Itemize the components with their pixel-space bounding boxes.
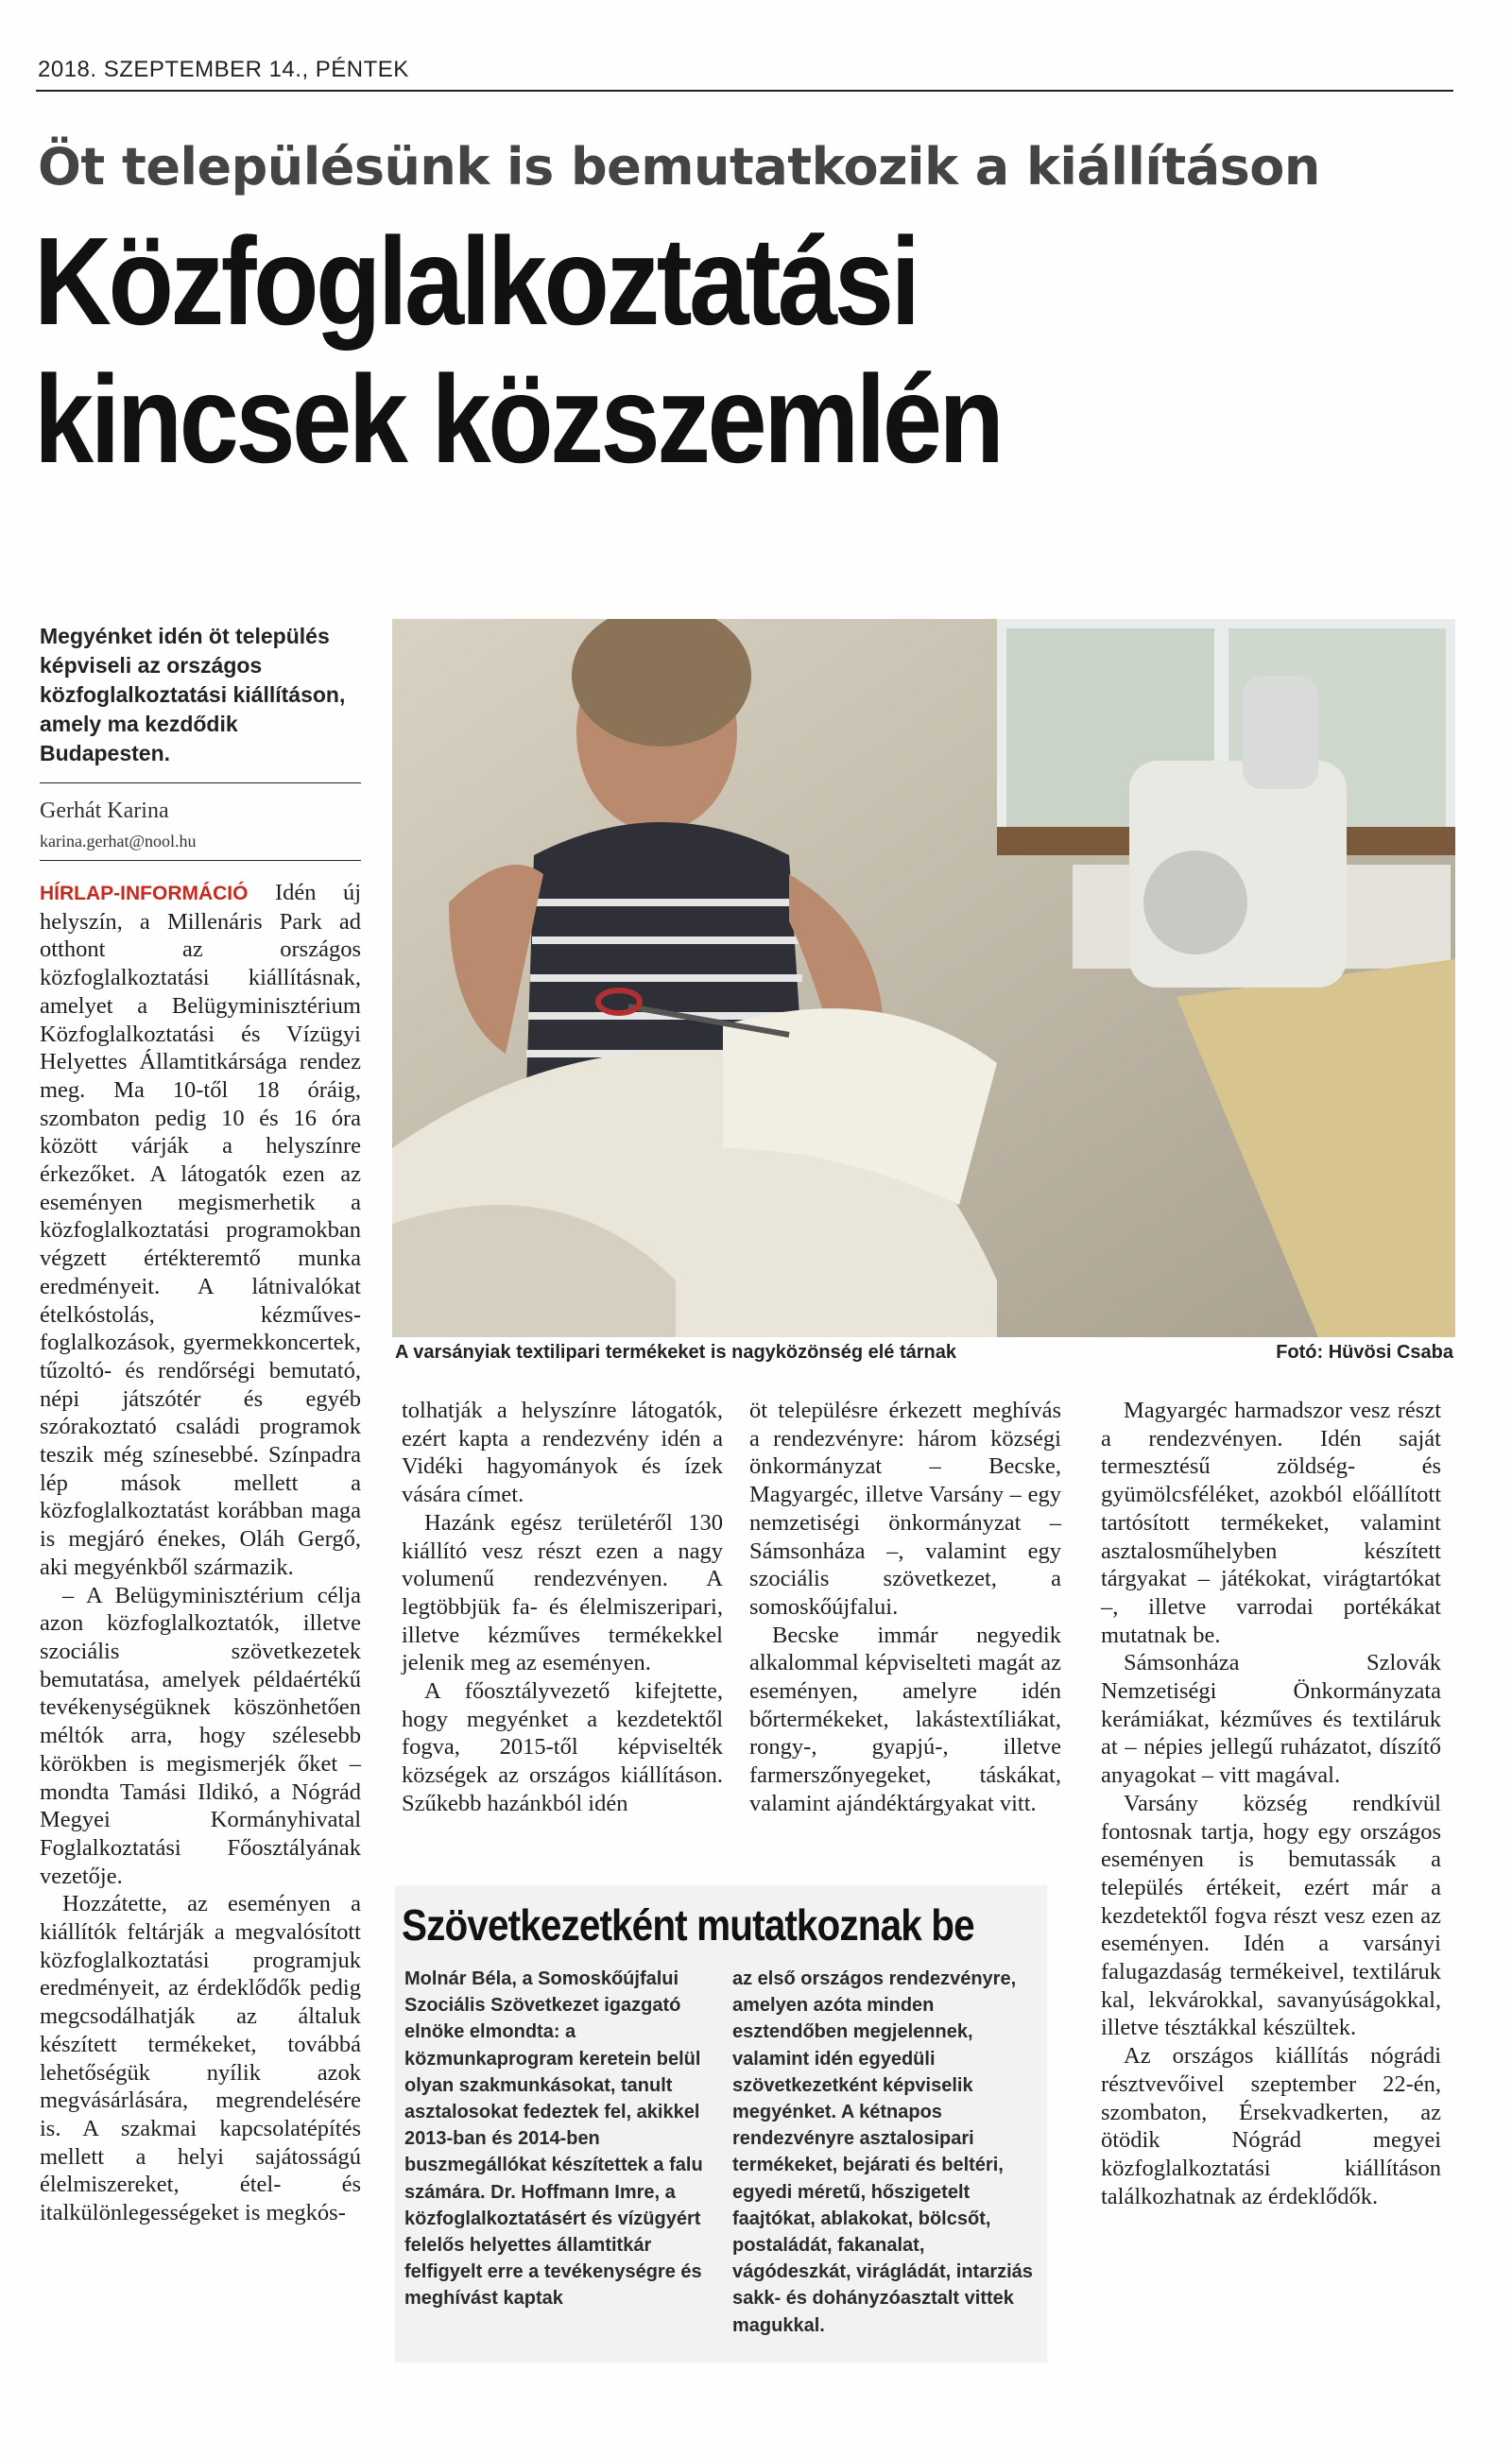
- sidebar-title: Szövetkezetként mutatkoznak be: [402, 1900, 974, 1950]
- article-paragraph: tolhatják a helyszínre látogatók, ezért kapta a rendezvény idén a Vidéki hagyományok és ízek vására címet.: [402, 1398, 723, 1508]
- main-headline: [34, 213, 1269, 489]
- article-paragraph: A főosztályvezető kifejtette, hogy megyénket a kezdetektől fogva, 2015-től képviselték községek az országos kiállításon. Szűkebb hazánkból idén: [402, 1678, 723, 1816]
- article-paragraph: [40, 879, 361, 1582]
- article-paragraph: Hozzátette, az eseményen a kiállítók feltárják a megvalósított közfoglalkoztatási programjuk eredményeit, az érdeklődők pedig megcsodálhatják az általuk készített termékeket, továbbá lehetőségük nyílik azok megvásárlására, megrendelésére is. A szakmai kapcsolatépítés mellett a helyi sajátosságú élelmiszereket, étel- és italkülönlegességeket is megkós-: [40, 1891, 361, 2226]
- photo-illustration: [392, 619, 1455, 1337]
- kicker-headline: Öt településünk is bemutatkozik a kiállításon: [38, 137, 1320, 197]
- author-email: karina.gerhat@nool.hu: [40, 832, 197, 850]
- lead-paragraph: Megyénket idén öt település képviseli az országos közfoglalkoztatási kiállításon, amely ma kezdődik Budapesten.: [40, 624, 346, 765]
- sidebar-paragraph: Molnár Béla, a Somoskőújfalui Szociális Szövetkezet igazgató elnöke elmondta: a közmunkaprogram keretein belül olyan szakmunkásokat, tanult asztalosokat fedeztek fel, akikkel 2013-ban és 2014-ben buszmegállókat készítettek a falu számára. Dr. Hoffmann Imre, a közfoglalkoztatásért és vízügyért felelős helyettes államtitkár felfigyelt erre a tevékenységre és meghívást kaptak: [404, 1968, 703, 2310]
- article-paragraph: Sámsonháza Szlovák Nemzetiségi Önkormányzata kerámiákat, kézműves és textiláruk at – népies jellegű ruházatot, díszítő anyagokat – vitt magával.: [1101, 1650, 1441, 1789]
- article-column-4: [1101, 1397, 1441, 2210]
- article-column-1: [40, 879, 361, 2227]
- article-column-2: [402, 1397, 723, 1818]
- photo-caption: [395, 1342, 1453, 1364]
- caption-text: A varsányiak textilipari termékeket is nagyközönség elé tárnak: [395, 1342, 956, 1363]
- paragraph-text: Idén új helyszín, a Millenáris Park ad otthont az országos közfoglalkoztatási kiállításnak, amelyet a Belügyminisztérium Közfoglalkoztatási és Vízügyi Helyettes Államtitkársága rendez meg. Ma 10-től 18 óráig, szombaton pedig 10 és 16 óra között várják a helyszínre érkezőket. A látogatók ezen az eseményen megismerhetik a közfoglalkoztatási programokban végzett értékteremtő munka eredményeit. A látnivalókat ételkóstolás, kézműves-foglalkozások, gyermekkoncertek, tűzoltó- és rendőrségi bemutató, népi játszótér és egyéb szórakoztató családi programok teszik még színesebbé. Színpadra lép mások mellett a közfoglalkoztatást korábban maga is megjáró énekes, Oláh Gergő, aki megyénkből származik.: [40, 880, 362, 1580]
- article-paragraph: Az országos kiállítás nógrádi résztvevőivel szeptember 22-én, szombaton, Érsekvadkerten, az ötödik Nógrád megyei közfoglalkoztatási kiállításon találkozhatnak az érdeklődők.: [1101, 2043, 1441, 2209]
- author-name: Gerhát Karina: [40, 799, 169, 823]
- sidebar-column-1: [404, 1966, 712, 2312]
- article-paragraph: Becske immár negyedik alkalommal képviselteti magát az eseményen, amelyre idén bőrtermékeket, lakástextíliákat, rongy-, gyapjú-, illetve farmerszőnyegeket, táskákat, valamint ajándéktárgyakat vitt.: [749, 1622, 1061, 1816]
- byline-rule: [40, 860, 361, 861]
- article-paragraph: Magyargéc harmadszor vesz részt a rendezvényen. Idén saját termesztésű zöldség- és gyümölcsféléket, azokból előállított tartósított termékeket, valamint asztalosműhelyben készített tárgyakat – játékokat, virágtartókat –, illetve varrodai portékákat mutatnak be.: [1101, 1398, 1441, 1648]
- sidebar-column-2: [732, 1966, 1040, 2339]
- article-paragraph: Hazánk egész területéről 130 kiállító vesz részt ezen a nagy volumenű rendezvényen. A legtöbbjük fa- és élelmiszeripari, illetve kézműves termékekkel jelenik meg az eseményen.: [402, 1509, 723, 1676]
- photo-credit: Fotó: Hüvösi Csaba: [1276, 1342, 1453, 1363]
- article-paragraph: Varsány község rendkívül fontosnak tartja, hogy egy országos eseményen is bemutassák a település értékeit, ezért már a kezdetektől fogva részt vesz ezen az eseményen. Idén a varsányi falugazdaság termékeivel, textiláruk kal, lekvárokkal, savanyúságokkal, illetve tésztákkal készültek.: [1101, 1790, 1441, 2041]
- article-photo: [392, 619, 1455, 1337]
- article-paragraph: öt településre érkezett meghívás a rendezvényre: három községi önkormányzat – Becske, Magyargéc, illetve Varsány – egy nemzetiségi önkormányzat – Sámsonháza –, valamint egy szociális szövetkezet, a somoskőújfalui.: [749, 1398, 1061, 1620]
- sidebar-paragraph: az első országos rendezvényre, amelyen azóta minden esztendőben megjelennek, valamint idén egyedüli szövetkezetként képviselik megyénket. A kétnapos rendezvényre asztalosipari termékeket, bejárati és beltéri, egyedi méretű, hőszigetelt faajtókat, ablakokat, bölcsőt, postaládát, fakanalat, vágódeszkát, virágládát, intarziás sakk- és dohányzóasztalt vittek magukkal.: [732, 1968, 1033, 2336]
- top-rule: [36, 90, 1453, 92]
- dateline: 2018. SZEPTEMBER 14., PÉNTEK: [38, 57, 409, 82]
- section-tag: HÍRLAP-INFORMÁCIÓ: [40, 883, 249, 904]
- lead-rule: [40, 782, 361, 783]
- article-paragraph: – A Belügyminisztérium célja azon közfoglalkoztatók, illetve szociális szövetkezetek bemutatása, amelyek példaértékű tevékenységüknek köszönhetően méltók arra, hogy szélesebb körökben is megismerjék őket – mondta Tamási Ildikó, a Nógrád Megyei Kormányhivatal Foglalkoztatási Főosztályának vezetője.: [40, 1582, 361, 1889]
- article-column-3: [749, 1397, 1061, 1818]
- headline-line-1: Közfoglalkoztatási: [34, 212, 918, 351]
- headline-line-2: kincsek közszemlén: [34, 350, 1002, 489]
